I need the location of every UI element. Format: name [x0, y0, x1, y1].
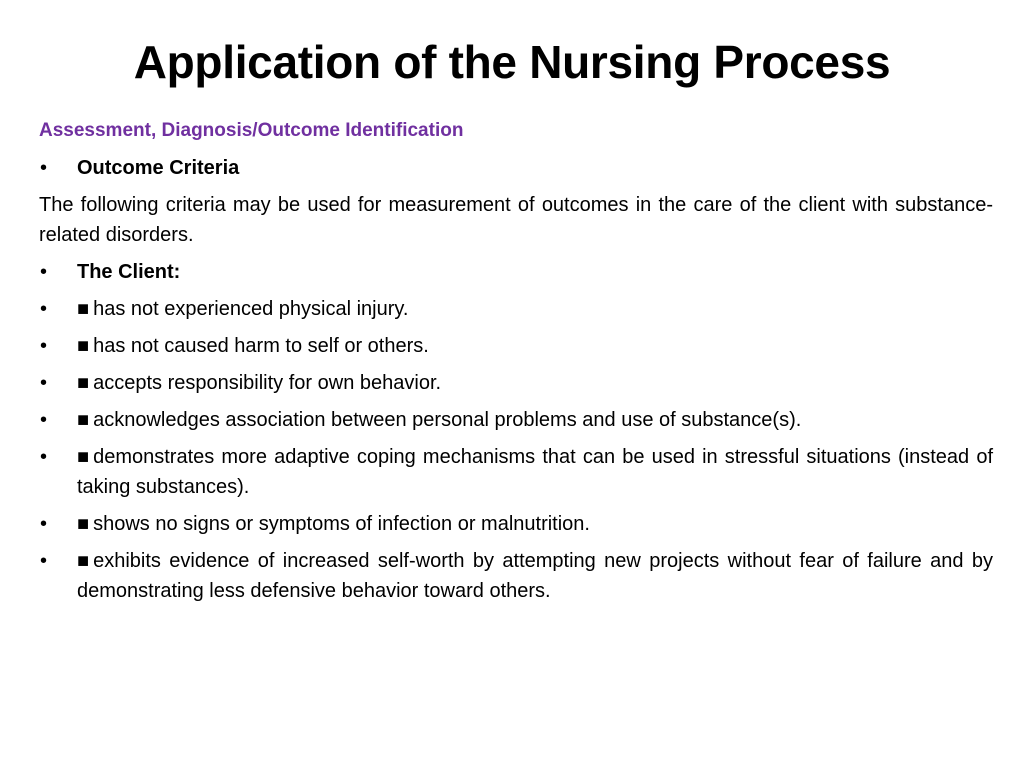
- outcome-criteria-label: Outcome Criteria: [77, 157, 240, 179]
- section-heading: Assessment, Diagnosis/Outcome Identification: [39, 120, 464, 141]
- criteria-text: exhibits evidence of increased self-worth by attempting new projects without fear of failure and by demonstrating less defensive behavior toward others.: [77, 550, 993, 602]
- square-marker-icon: ■: [77, 513, 90, 535]
- bullet-dot: •: [40, 157, 48, 179]
- criteria-item: [39, 368, 993, 398]
- bullet-dot: •: [40, 513, 48, 535]
- criteria-text: shows no signs or symptoms of infection or malnutrition.: [93, 513, 590, 535]
- bullet-dot: •: [40, 409, 48, 431]
- square-marker-icon: ■: [77, 550, 90, 572]
- criteria-item: [39, 509, 993, 539]
- square-marker-icon: ■: [77, 298, 90, 320]
- square-marker-icon: ■: [77, 409, 90, 431]
- square-marker-icon: ■: [77, 372, 90, 394]
- criteria-text: demonstrates more adaptive coping mechanisms that can be used in stressful situations (instead of taking substances).: [77, 446, 993, 498]
- bullet-dot: •: [40, 372, 48, 394]
- bullet-dot: •: [40, 446, 48, 468]
- criteria-item: [39, 442, 993, 502]
- bullet-dot: •: [40, 335, 48, 357]
- client-label: The Client:: [77, 261, 181, 283]
- intro-paragraph: The following criteria may be used for measurement of outcomes in the care of the client with substance-related disorders.: [39, 194, 993, 246]
- square-marker-icon: ■: [77, 335, 90, 357]
- criteria-text: acknowledges association between personal problems and use of substance(s).: [93, 409, 802, 431]
- slide-title: Application of the Nursing Process: [133, 36, 891, 88]
- bullet-dot: •: [40, 298, 48, 320]
- criteria-item: [39, 331, 993, 361]
- bullet-dot: •: [40, 261, 48, 283]
- criteria-item: [39, 405, 993, 435]
- bullet-outcome-criteria: [39, 153, 993, 183]
- criteria-text: has not experienced physical injury.: [93, 298, 409, 320]
- bullet-dot: •: [40, 550, 48, 572]
- criteria-text: has not caused harm to self or others.: [93, 335, 429, 357]
- criteria-item: [39, 546, 993, 606]
- square-marker-icon: ■: [77, 446, 90, 468]
- bullet-client: [39, 257, 993, 287]
- slide-content: [39, 116, 993, 613]
- criteria-text: accepts responsibility for own behavior.: [93, 372, 442, 394]
- criteria-item: [39, 294, 993, 324]
